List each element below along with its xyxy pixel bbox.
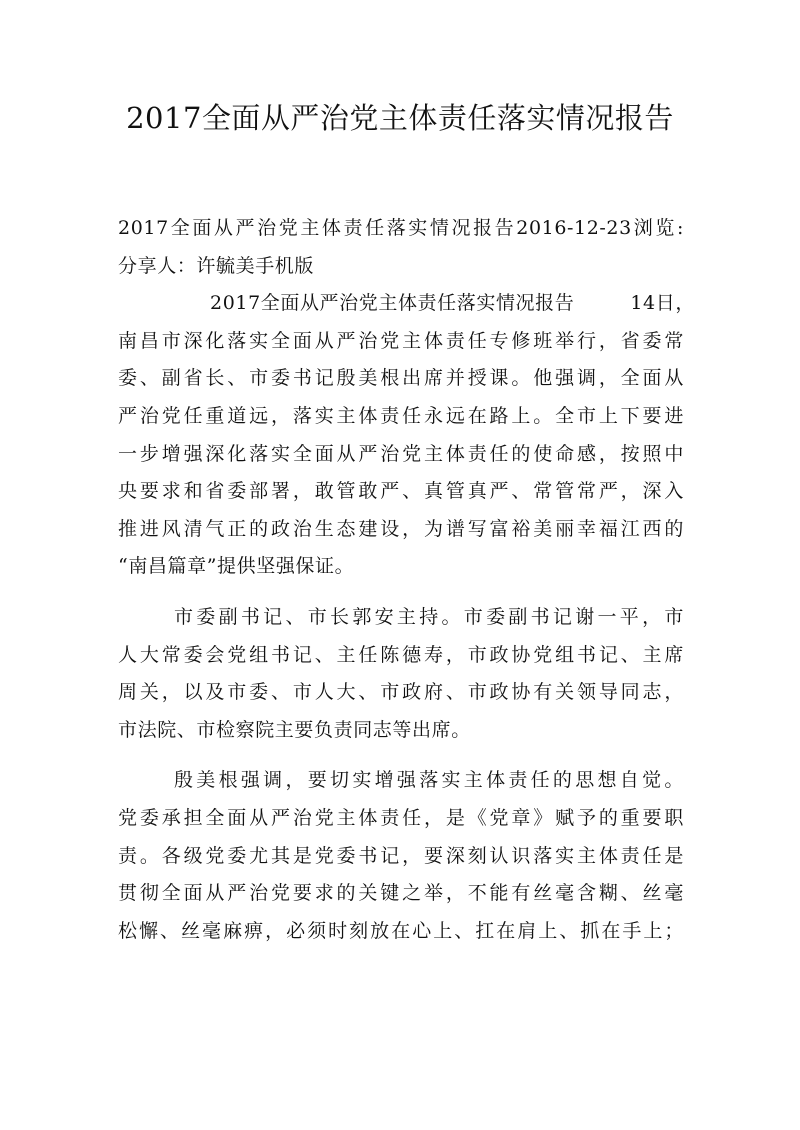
text-line: 委、副省长、市委书记殷美根出席并授课。他强调，全面从	[118, 367, 684, 390]
paragraph-1-first-line	[118, 285, 695, 323]
text-line: 一步增强深化落实全面从严治党主体责任的使命感，按照中	[118, 442, 684, 465]
document-body	[118, 210, 695, 950]
text-line: 分享人：许毓美手机版	[118, 254, 315, 277]
text-line: 严治党任重道远，落实主体责任永远在路上。全市上下要进	[118, 404, 684, 427]
text-line: 推进风清气正的政治生态建设，为谱写富裕美丽幸福江西的	[118, 517, 684, 540]
paragraph-3-first-line: 殷美根强调，要切实增强落实主体责任的思想自觉。	[174, 769, 684, 792]
text-line: “南昌篇章”提供坚强保证。	[118, 555, 355, 578]
text-line: 南昌市深化落实全面从严治党主体责任专修班举行，省委常	[118, 329, 684, 352]
text-line: 市法院、市检察院主要负责同志等出席。	[118, 718, 471, 741]
paragraph-2-first-line: 市委副书记、市长郭安主持。市委副书记谢一平，市	[174, 605, 684, 628]
text-line: 周关，以及市委、市人大、市政府、市政协有关领导同志，	[118, 681, 684, 704]
document-title: 2017全面从严治党主体责任落实情况报告	[126, 101, 674, 135]
text-line: 责。各级党委尤其是党委书记，要深刻认识落实主体责任是	[118, 844, 684, 867]
text-segment: 14日，	[630, 292, 695, 315]
text-line: 2017全面从严治党主体责任落实情况报告2016-12-23浏览:	[118, 217, 684, 239]
text-line: 松懈、丝毫麻痹，必须时刻放在心上、扛在肩上、抓在手上；	[118, 919, 684, 942]
text-line: 党委承担全面从严治党主体责任，是《党章》赋予的重要职	[118, 806, 684, 829]
text-line: 央要求和省委部署，敢管敢严、真管真严、常管常严，深入	[118, 480, 684, 503]
text-line: 贯彻全面从严治党要求的关键之举，不能有丝毫含糊、丝毫	[118, 882, 684, 905]
text-segment: 2017全面从严治党主体责任落实情况报告	[210, 292, 575, 315]
text-line: 人大常委会党组书记、主任陈德寿，市政协党组书记、主席	[118, 643, 684, 666]
